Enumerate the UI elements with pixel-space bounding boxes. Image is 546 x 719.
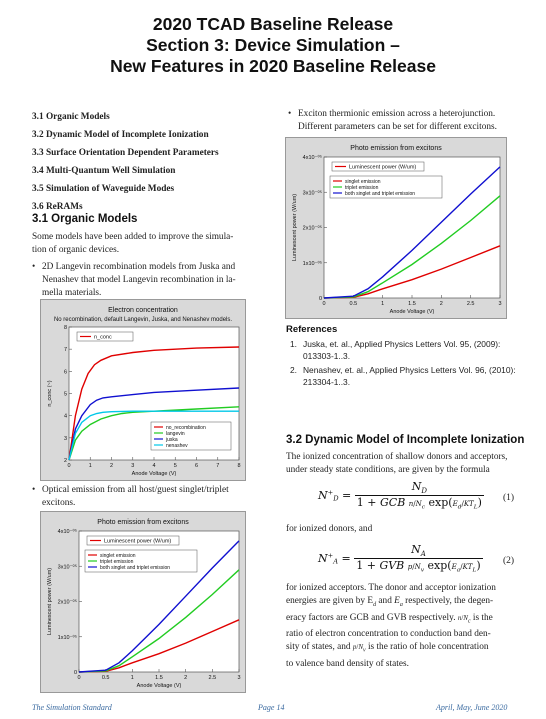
y-tick-label: 4x10⁻⁰⁵ <box>302 155 322 161</box>
legend-label: triplet emission <box>100 559 134 565</box>
x-tick-label: 3 <box>498 301 502 307</box>
equation-acceptors: $N^+_A$ = $\frac{N_A}{1 + GVB p/N_v \exp(E_a/KT_L)}$ <box>318 543 481 574</box>
text-line: eracy factors are GCB and GVB respectively. $n/N_c$ is the <box>286 612 493 625</box>
chart-photo-emission-right-svg <box>286 138 506 318</box>
text-line: Optical emission from all host/guest singlet/triplet <box>42 485 229 495</box>
legend-label: nenashev <box>166 443 188 449</box>
text-line: The ionized concentration of shallow donors and acceptors, <box>286 452 508 462</box>
equation-number: (1) <box>503 493 515 503</box>
y-axis-label: n_conc (~) <box>47 380 53 407</box>
y-axis-label: Luminescent power (W/um) <box>47 567 53 636</box>
text-line: Some models have been added to improve the simula- <box>32 232 234 242</box>
y-tick-label: 2 <box>63 458 67 464</box>
y-tick-label: 3x10⁻⁰⁵ <box>302 190 322 197</box>
legend-label: both singlet and triplet emission <box>100 565 171 571</box>
x-tick-label: 1 <box>130 675 134 681</box>
text-fragment: is the ratio of hole concentration <box>367 642 489 653</box>
toc-item[interactable]: 3.3 Surface Orientation Dependent Parameters <box>32 148 219 158</box>
x-tick-label: 6 <box>194 463 199 469</box>
x-tick-label: 0.5 <box>349 301 358 307</box>
x-tick-label: 4 <box>152 463 156 469</box>
reference-number: 2. <box>290 365 297 375</box>
footer-date: April, May, June 2020 <box>436 703 508 712</box>
title-line-2: Section 3: Device Simulation – <box>146 35 400 55</box>
text-line: Nenashev that model Langevin recombination in la- <box>42 275 236 285</box>
bullet-dot: • <box>288 109 292 119</box>
title-line-3: New Features in 2020 Baseline Release <box>110 56 436 76</box>
section32-for-donors: for ionized donors, and <box>286 524 373 534</box>
x-tick-label: 1.5 <box>408 301 416 307</box>
text-line: 2D Langevin recombination models from Juska and <box>42 262 236 272</box>
y-tick-label: 1x10⁻⁰⁵ <box>302 260 322 267</box>
text-line: energies are given by $E_d$ and $E_a$ respectively, the degen- <box>286 596 494 608</box>
footer-page-number: Page 14 <box>258 703 285 712</box>
section-heading-organic-models: 3.1 Organic Models <box>32 213 138 225</box>
y-tick-label: 2x10⁻⁰⁵ <box>57 599 77 606</box>
y-tick-label: 0 <box>73 670 77 676</box>
x-tick-label: 0.5 <box>101 675 110 681</box>
chart-title: Electron concentration <box>108 307 178 314</box>
legend-label: singlet emission <box>345 179 381 185</box>
x-tick-label: 8 <box>237 463 241 469</box>
table-of-contents <box>32 108 219 216</box>
x-tick-label: 3 <box>237 675 241 681</box>
text-fragment: sity of states, and <box>286 642 351 653</box>
x-tick-label: 5 <box>173 463 177 469</box>
text-line: mella materials. <box>42 288 102 298</box>
x-tick-label: 7 <box>216 463 220 469</box>
reference-item <box>290 339 518 362</box>
y-tick-label: 3 <box>63 435 67 442</box>
section32-intro <box>286 451 518 477</box>
legend-label: singlet emission <box>100 553 136 559</box>
text-fragment: eracy factors are GCB and GVB respectively. <box>286 612 456 623</box>
text-line: excitons. <box>42 498 76 508</box>
legend-label: Luminescent power (W/um) <box>349 164 417 171</box>
reference-number: 1. <box>290 339 297 349</box>
y-tick-label: 2x10⁻⁰⁵ <box>302 225 322 232</box>
x-tick-label: 2 <box>109 463 114 469</box>
x-tick-label: 0 <box>322 301 326 307</box>
y-tick-label: 8 <box>63 325 67 331</box>
chart-title: Photo emission from excitons <box>97 519 189 526</box>
y-tick-label: 3x10⁻⁰⁵ <box>57 564 77 571</box>
x-tick-label: 1 <box>381 301 385 307</box>
toc-item[interactable]: 3.5 Simulation of Waveguide Modes <box>32 184 175 194</box>
legend-label: langevin <box>166 431 185 437</box>
text-line: tion of organic devices. <box>32 245 120 255</box>
chart-electron-concentration-svg <box>41 300 245 480</box>
x-tick-label: 2.5 <box>208 675 217 681</box>
legend-label: no_recombination <box>166 425 206 431</box>
section31-intro <box>32 231 272 257</box>
text-line: Different parameters can be set for different excitons. <box>298 122 497 132</box>
text-line: Nenashev, et. al., Applied Physics Letters Vol. 96, (2010): <box>303 365 516 375</box>
x-tick-label: 0 <box>77 675 81 681</box>
x-axis-label: Anode Voltage (V) <box>389 309 435 315</box>
equation-number: (2) <box>503 556 515 566</box>
page-title <box>0 14 546 77</box>
x-tick-label: 1 <box>88 463 92 469</box>
y-tick-label: 0 <box>318 296 322 302</box>
bullet-optical-emission <box>32 484 274 510</box>
legend-label: triplet emission <box>345 185 379 191</box>
x-axis-label: Anode Voltage (V) <box>131 471 177 477</box>
references-heading: References <box>286 324 338 335</box>
equation-donors: $N^+_D$ = $\frac{N_D}{1 + GCB n/N_c \exp(E_d/KT_L)}$ <box>318 480 482 511</box>
chart-subtitle: No recombination, default Langevin, Juska, and Nenashev models. <box>53 317 233 323</box>
text-fragment: is the <box>472 612 493 623</box>
y-tick-label: 6 <box>63 369 67 376</box>
toc-item[interactable]: 3.6 ReRAMs <box>32 202 83 212</box>
bullet-langevin <box>32 261 274 300</box>
chart-photo-emission-left <box>40 511 246 693</box>
chart-electron-concentration <box>40 299 246 481</box>
y-tick-label: 1x10⁻⁰⁵ <box>57 634 77 641</box>
title-line-1: 2020 TCAD Baseline Release <box>152 14 394 34</box>
footer-publication: The Simulation Standard <box>32 703 112 712</box>
y-tick-label: 4 <box>63 413 67 420</box>
toc-item[interactable]: 3.4 Multi-Quantum Well Simulation <box>32 166 176 176</box>
text-line: for ionized acceptors. The donor and acceptor ionization <box>286 583 496 593</box>
bullet-dot: • <box>32 262 36 272</box>
text-line: ratio of electron concentration to conduction band den- <box>286 629 491 640</box>
x-tick-label: 0 <box>67 463 71 469</box>
y-tick-label: 5 <box>63 391 67 398</box>
text-line: under steady state conditions, are given by the formula <box>286 465 490 475</box>
toc-item[interactable]: 3.2 Dynamic Model of Incomplete Ionization <box>32 130 209 140</box>
x-tick-label: 2 <box>184 675 188 681</box>
text-fragment: energies are given by E <box>286 596 374 606</box>
y-axis-label: Luminescent power (W/um) <box>292 193 298 262</box>
text-line: sity of states, and $p/N_v$ is the ratio of hole concentration <box>286 642 489 654</box>
legend-label: n_conc <box>94 334 112 341</box>
bullet-thermionic <box>288 108 520 134</box>
text-line: 213304-1..3. <box>303 376 351 387</box>
section32-acceptors-text <box>286 582 518 671</box>
chart-title: Photo emission from excitons <box>350 145 442 152</box>
x-tick-label: 2.5 <box>466 301 475 307</box>
x-tick-label: 2 <box>439 301 443 307</box>
legend-label: both singlet and triplet emission <box>345 191 416 197</box>
text-line: 013303-1..3. <box>303 350 351 361</box>
bullet-dot: • <box>32 485 36 495</box>
x-axis-label: Anode Voltage (V) <box>136 683 182 689</box>
reference-item <box>290 365 518 388</box>
x-tick-label: 1.5 <box>155 675 163 681</box>
chart-photo-emission-right <box>285 137 507 319</box>
text-line: Exciton thermionic emission across a heterojunction. <box>298 109 496 119</box>
text-line: to valence band density of states. <box>286 658 409 669</box>
legend-label: Luminescent power (W/um) <box>104 538 172 545</box>
legend-label: juska <box>166 437 178 443</box>
text-line: Juska, et. al., Applied Physics Letters Vol. 95, (2009): <box>303 339 501 349</box>
toc-item[interactable]: 3.1 Organic Models <box>32 112 110 122</box>
y-tick-label: 7 <box>63 347 67 354</box>
x-tick-label: 3 <box>131 463 135 469</box>
chart-photo-emission-left-svg <box>41 512 245 692</box>
section-heading-incomplete-ionization: 3.2 Dynamic Model of Incomplete Ionization <box>286 434 525 446</box>
y-tick-label: 4x10⁻⁰⁵ <box>57 529 77 535</box>
